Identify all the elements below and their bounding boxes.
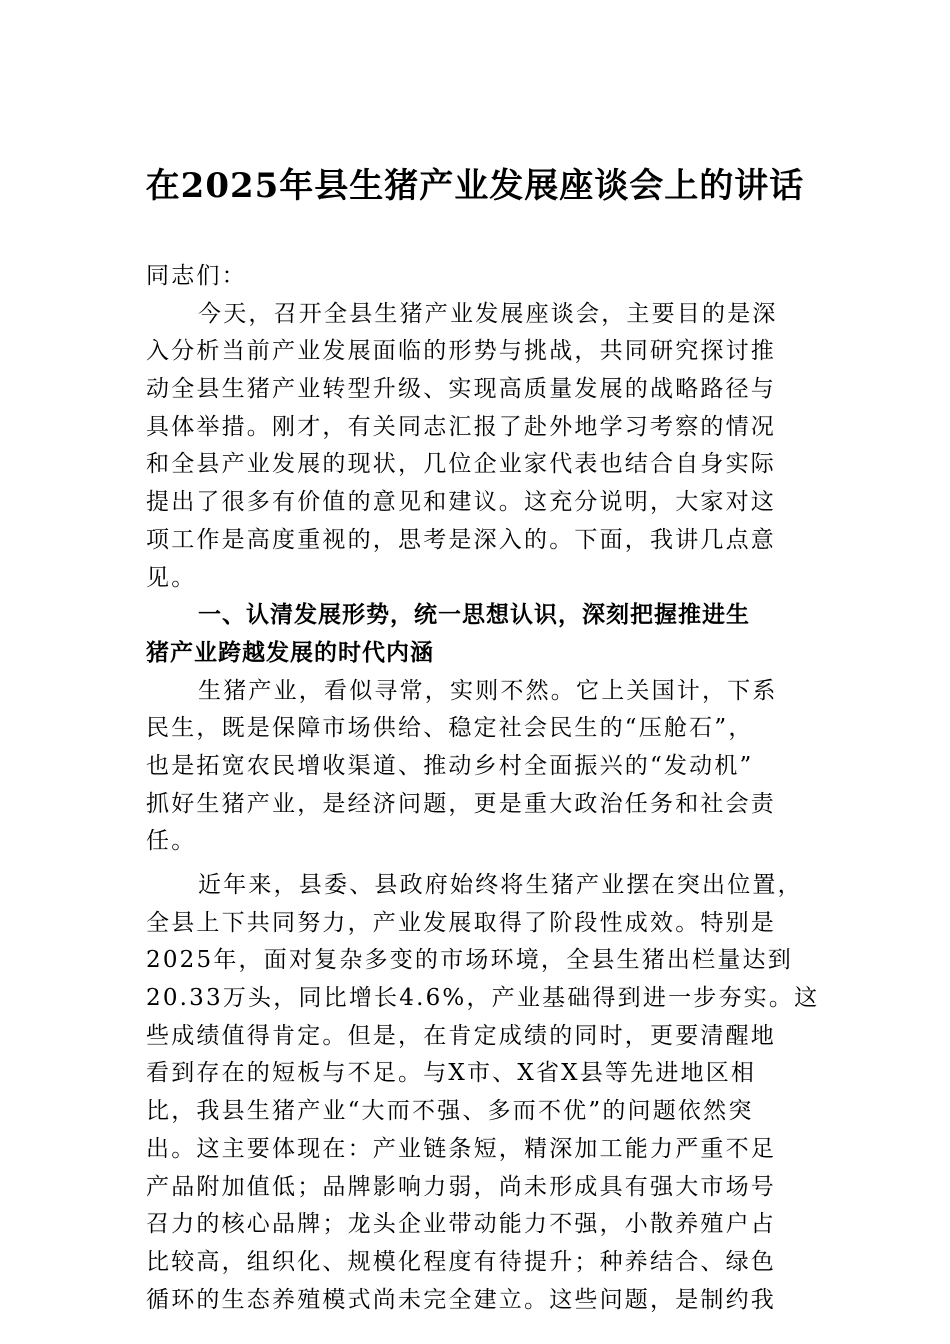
paragraph-line: 和全县产业发展的现状，几位企业家代表也结合自身实际: [146, 451, 776, 478]
paragraph-line: 入分析当前产业发展面临的形势与挑战，共同研究探讨推: [146, 338, 776, 365]
paragraph-line: 比，我县生猪产业“大而不强、多而不优”的问题依然突: [146, 1098, 754, 1125]
paragraph-line: 20.33万头，同比增长4.6%，产业基础得到进一步夯实。这: [146, 985, 820, 1012]
paragraph-line: 提出了很多有价值的意见和建议。这充分说明，大家对这: [146, 489, 776, 516]
section-heading-line: 猪产业跨越发展的时代内涵: [146, 639, 434, 666]
paragraph-line: 抓好生猪产业，是经济问题，更是重大政治任务和社会责: [146, 790, 776, 817]
paragraph-line: 产品附加值低；品牌影响力弱，尚未形成具有强大市场号: [146, 1173, 776, 1200]
paragraph-line: 近年来，县委、县政府始终将生猪产业摆在突出位置，: [198, 872, 803, 898]
section-heading-line: 一、认清发展形势，统一思想认识，深刻把握推进生: [198, 602, 750, 629]
paragraph-line: 民生，既是保障市场供给、稳定社会民生的“压舱石”，: [146, 715, 754, 742]
paragraph-line: 全县上下共同努力，产业发展取得了阶段性成效。特别是: [146, 909, 776, 936]
document-title: 在2025年县生猪产业发展座谈会上的讲话: [145, 166, 805, 206]
paragraph-line: 2025年，面对复杂多变的市场环境，全县生猪出栏量达到: [146, 947, 793, 974]
paragraph-line: 具体举措。刚才，有关同志汇报了赴外地学习考察的情况: [146, 413, 776, 440]
paragraph-line: 项工作是高度重视的，思考是深入的。下面，我讲几点意: [146, 526, 776, 553]
salutation: 同志们：: [146, 263, 247, 289]
paragraph-line: 任。: [146, 828, 197, 855]
paragraph-line: 看到存在的短板与不足。与X市、X省X县等先进地区相: [146, 1060, 757, 1087]
paragraph-line: 比较高，组织化、规模化程度有待提升；种养结合、绿色: [146, 1248, 776, 1275]
paragraph-line: 见。: [146, 564, 197, 591]
paragraph-line: 动全县生猪产业转型升级、实现高质量发展的战略路径与: [146, 376, 776, 403]
paragraph-line: 今天，召开全县生猪产业发展座谈会，主要目的是深: [198, 300, 778, 327]
document-body: [146, 258, 820, 1319]
paragraph-line: 循环的生态养殖模式尚未完全建立。这些问题，是制约我: [146, 1286, 776, 1313]
paragraph-line: 生猪产业，看似寻常，实则不然。它上关国计，下系: [198, 677, 778, 704]
paragraph-line: 出。这主要体现在：产业链条短，精深加工能力严重不足: [146, 1135, 776, 1162]
paragraph-line: 些成绩值得肯定。但是，在肯定成绩的同时，更要清醒地: [146, 1022, 776, 1049]
paragraph-line: 也是拓宽农民增收渠道、推动乡村全面振兴的“发动机”: [146, 752, 754, 779]
paragraph-line: 召力的核心品牌；龙头企业带动能力不强，小散养殖户占: [146, 1211, 776, 1238]
